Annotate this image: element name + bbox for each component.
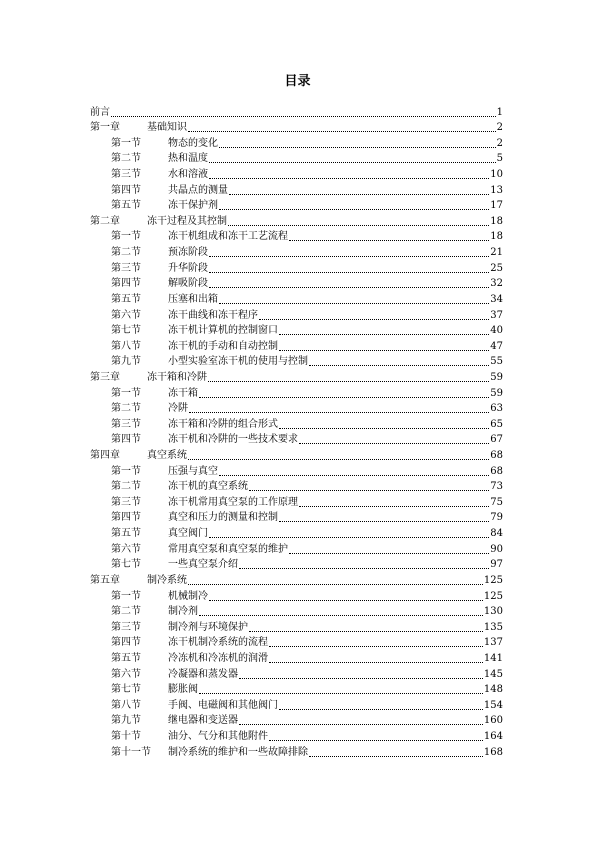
- toc-entry-page: 2: [496, 137, 503, 149]
- toc-entry-title: 一些真空泵介绍: [168, 559, 238, 571]
- toc-entry-page: 68: [490, 450, 503, 462]
- dot-leader: [239, 724, 483, 725]
- toc-entry-title: 常用真空泵和真空泵的维护: [168, 543, 288, 555]
- toc-entry-page: 59: [490, 387, 503, 399]
- toc-entry-title: 冷冻机和冷冻机的润滑: [168, 652, 268, 664]
- toc-entry-page: 130: [483, 606, 503, 618]
- toc-entry-title: 水和溶液: [168, 169, 208, 181]
- dot-leader: [199, 397, 489, 398]
- toc-entry-page: 59: [490, 371, 503, 383]
- toc-section-entry[interactable]: [90, 306, 503, 322]
- toc-entry-number: 第三节: [111, 169, 141, 181]
- toc-entry-title: 压塞和出箱: [168, 293, 218, 305]
- toc-entry-title: 油分、气分和其他附件: [168, 730, 268, 742]
- toc-entry-page: 137: [483, 637, 503, 649]
- toc-section-entry[interactable]: [90, 727, 503, 743]
- toc-entry-page: 47: [490, 340, 503, 352]
- toc-entry-title: 基础知识: [147, 122, 187, 134]
- toc-entry-page: 68: [490, 465, 503, 477]
- toc-entry-page: 18: [490, 215, 503, 227]
- dot-leader: [219, 209, 489, 210]
- toc-entry-title: 真空和压力的测量和控制: [168, 512, 278, 524]
- toc-entry-number: 第四节: [111, 434, 141, 446]
- dot-leader: [289, 553, 489, 554]
- dot-leader: [189, 412, 489, 413]
- dot-leader: [249, 490, 489, 491]
- toc-entry-title: 冻干机的手动和自动控制: [168, 340, 278, 352]
- toc-entry-title: 解吸阶段: [168, 278, 208, 290]
- dot-leader: [299, 443, 489, 444]
- toc-entry-title: 冷阱: [168, 403, 188, 415]
- toc-entry-page: 10: [490, 169, 503, 181]
- toc-section-entry[interactable]: [90, 712, 503, 728]
- dot-leader: [279, 521, 489, 522]
- dot-leader: [188, 584, 483, 585]
- toc-section-entry[interactable]: [90, 259, 503, 275]
- toc-entry-number: 第一节: [111, 137, 141, 149]
- toc-section-entry[interactable]: [90, 400, 503, 416]
- toc-section-entry[interactable]: [90, 353, 503, 369]
- toc-entry-number: 第四节: [111, 278, 141, 290]
- dot-leader: [269, 646, 483, 647]
- toc-entry-number: 第四节: [111, 637, 141, 649]
- toc-entry-number: 第六节: [111, 309, 141, 321]
- toc-entry-number: 第八节: [111, 340, 141, 352]
- toc-entry-number: 第七节: [111, 559, 141, 571]
- toc-chapter-entry[interactable]: [90, 446, 503, 462]
- toc-entry-page: 2: [496, 122, 503, 134]
- toc-entry-number: 第五节: [111, 200, 141, 212]
- toc-entry-page: 145: [483, 668, 503, 680]
- toc-section-entry[interactable]: [90, 681, 503, 697]
- toc-entry-number: 第六节: [111, 543, 141, 555]
- toc-entry-number: 第五章: [90, 574, 120, 586]
- table-of-contents: [90, 103, 503, 759]
- toc-section-entry[interactable]: [90, 165, 503, 181]
- toc-entry-page: 40: [490, 325, 503, 337]
- toc-entry-page: 13: [490, 184, 503, 196]
- toc-entry-number: 第五节: [111, 528, 141, 540]
- toc-entry-number: 第二章: [90, 215, 120, 227]
- toc-entry-number: 第一节: [111, 590, 141, 602]
- toc-section-entry[interactable]: [90, 290, 503, 306]
- dot-leader: [279, 428, 489, 429]
- toc-section-entry[interactable]: [90, 337, 503, 353]
- toc-entry-page: 164: [483, 730, 503, 742]
- toc-entry-title: 真空阀门: [168, 528, 208, 540]
- dot-leader: [208, 381, 489, 382]
- toc-entry-page: 67: [490, 434, 503, 446]
- toc-entry-number: 第一节: [111, 465, 141, 477]
- toc-entry-page: 90: [490, 543, 503, 555]
- toc-section-entry[interactable]: [90, 228, 503, 244]
- toc-entry-number: 第三节: [111, 262, 141, 274]
- toc-entry-page: 1: [496, 106, 503, 118]
- toc-entry-title: 共晶点的测量: [168, 184, 228, 196]
- toc-entry-number: 第十一节: [111, 746, 151, 758]
- dot-leader: [299, 506, 489, 507]
- dot-leader: [199, 615, 483, 616]
- dot-leader: [111, 116, 496, 117]
- toc-entry-number: 第七节: [111, 325, 141, 337]
- toc-entry-page: 63: [490, 403, 503, 415]
- toc-section-entry[interactable]: [90, 743, 503, 759]
- toc-chapter-entry[interactable]: [90, 212, 503, 228]
- toc-entry-page: 75: [490, 496, 503, 508]
- dot-leader: [188, 459, 489, 460]
- toc-entry-number: 第三章: [90, 371, 120, 383]
- toc-section-entry[interactable]: [90, 587, 503, 603]
- toc-section-entry[interactable]: [90, 524, 503, 540]
- toc-section-entry[interactable]: [90, 415, 503, 431]
- dot-leader: [309, 756, 483, 757]
- toc-entry-title: 冻干保护剂: [168, 200, 218, 212]
- toc-section-entry[interactable]: [90, 696, 503, 712]
- toc-section-entry[interactable]: [90, 478, 503, 494]
- dot-leader: [209, 178, 489, 179]
- dot-leader: [209, 537, 489, 538]
- toc-entry-number: 第三节: [111, 621, 141, 633]
- toc-entry-number: 第二节: [111, 247, 141, 259]
- toc-section-entry[interactable]: [90, 603, 503, 619]
- toc-entry-title: 冻干机常用真空泵的工作原理: [168, 496, 298, 508]
- dot-leader: [239, 568, 489, 569]
- toc-entry-title: 升华阶段: [168, 262, 208, 274]
- dot-leader: [229, 194, 489, 195]
- toc-title: 目录: [284, 74, 311, 89]
- toc-entry-title: 冻干曲线和冻干程序: [168, 309, 258, 321]
- toc-section-entry[interactable]: [90, 493, 503, 509]
- toc-entry-number: 第六节: [111, 668, 141, 680]
- toc-section-entry[interactable]: [90, 462, 503, 478]
- toc-section-entry[interactable]: [90, 634, 503, 650]
- toc-entry-title: 压强与真空: [168, 465, 218, 477]
- toc-section-entry[interactable]: [90, 150, 503, 166]
- toc-entry-page: 135: [483, 621, 503, 633]
- toc-entry-page: 37: [490, 309, 503, 321]
- toc-entry-page: 18: [490, 231, 503, 243]
- toc-section-entry[interactable]: [90, 618, 503, 634]
- toc-entry-title: 制冷系统的维护和一些故障排除: [168, 746, 308, 758]
- toc-entry-title: 冻干机制冷系统的流程: [168, 637, 268, 649]
- toc-entry-page: 125: [483, 590, 503, 602]
- toc-chapter-entry[interactable]: [90, 119, 503, 135]
- toc-entry-title: 膨胀阀: [168, 684, 198, 696]
- dot-leader: [219, 147, 496, 148]
- toc-section-entry[interactable]: [90, 431, 503, 447]
- dot-leader: [239, 678, 483, 679]
- dot-leader: [209, 287, 489, 288]
- toc-entry-page: 97: [490, 559, 503, 571]
- toc-section-entry[interactable]: [90, 243, 503, 259]
- toc-entry-title: 手阀、电磁阀和其他阀门: [168, 699, 278, 711]
- toc-entry-page: 154: [483, 699, 503, 711]
- toc-entry-title: 冻干机和冷阱的一些技术要求: [168, 434, 298, 446]
- toc-entry-page: 55: [490, 356, 503, 368]
- toc-entry-title: 前言: [90, 106, 110, 118]
- dot-leader: [279, 709, 483, 710]
- toc-entry-page: 168: [483, 746, 503, 758]
- dot-leader: [209, 162, 496, 163]
- toc-entry-number: 第五节: [111, 652, 141, 664]
- toc-entry-number: 第十节: [111, 730, 141, 742]
- toc-entry-number: 第二节: [111, 403, 141, 415]
- toc-entry-page: 5: [496, 153, 503, 165]
- toc-entry-page: 21: [490, 247, 503, 259]
- toc-section-entry[interactable]: [90, 181, 503, 197]
- toc-section-entry[interactable]: [90, 384, 503, 400]
- toc-entry-number: 第二节: [111, 153, 141, 165]
- dot-leader: [188, 131, 496, 132]
- toc-section-entry[interactable]: [90, 509, 503, 525]
- toc-section-entry[interactable]: [90, 134, 503, 150]
- toc-preface-entry[interactable]: [90, 103, 503, 119]
- toc-entry-title: 冻干机计算机的控制窗口: [168, 325, 278, 337]
- toc-entry-title: 制冷剂: [168, 606, 198, 618]
- toc-entry-page: 148: [483, 684, 503, 696]
- toc-entry-page: 65: [490, 418, 503, 430]
- toc-entry-title: 冻干过程及其控制: [147, 215, 227, 227]
- toc-entry-number: 第一节: [111, 387, 141, 399]
- toc-section-entry[interactable]: [90, 197, 503, 213]
- toc-entry-title: 冻干机组成和冻干工艺流程: [168, 231, 288, 243]
- toc-entry-number: 第八节: [111, 699, 141, 711]
- dot-leader: [209, 600, 483, 601]
- toc-entry-title: 继电器和变送器: [168, 715, 238, 727]
- dot-leader: [209, 272, 489, 273]
- toc-entry-title: 物态的变化: [168, 137, 218, 149]
- toc-section-entry[interactable]: [90, 322, 503, 338]
- toc-entry-number: 第四章: [90, 450, 120, 462]
- toc-entry-page: 141: [483, 652, 503, 664]
- dot-leader: [228, 225, 489, 226]
- toc-entry-page: 79: [490, 512, 503, 524]
- toc-chapter-entry[interactable]: [90, 368, 503, 384]
- dot-leader: [219, 303, 489, 304]
- toc-section-entry[interactable]: [90, 649, 503, 665]
- toc-entry-title: 热和温度: [168, 153, 208, 165]
- dot-leader: [289, 240, 489, 241]
- toc-entry-number: 第四节: [111, 512, 141, 524]
- toc-entry-number: 第一章: [90, 122, 120, 134]
- dot-leader: [259, 319, 489, 320]
- toc-entry-title: 预冻阶段: [168, 247, 208, 259]
- toc-entry-number: 第一节: [111, 231, 141, 243]
- toc-entry-page: 84: [490, 528, 503, 540]
- toc-entry-number: 第七节: [111, 684, 141, 696]
- toc-entry-number: 第三节: [111, 418, 141, 430]
- toc-entry-title: 冷凝器和蒸发器: [168, 668, 238, 680]
- toc-entry-title: 冻干箱: [168, 387, 198, 399]
- toc-entry-page: 32: [490, 278, 503, 290]
- toc-entry-page: 17: [490, 200, 503, 212]
- dot-leader: [269, 740, 483, 741]
- dot-leader: [279, 350, 489, 351]
- dot-leader: [269, 662, 483, 663]
- toc-entry-page: 125: [483, 574, 503, 586]
- toc-entry-title: 制冷系统: [147, 574, 187, 586]
- dot-leader: [279, 334, 489, 335]
- toc-section-entry[interactable]: [90, 665, 503, 681]
- toc-section-entry[interactable]: [90, 275, 503, 291]
- toc-entry-number: 第四节: [111, 184, 141, 196]
- toc-chapter-entry[interactable]: [90, 571, 503, 587]
- dot-leader: [219, 475, 489, 476]
- toc-section-entry[interactable]: [90, 540, 503, 556]
- toc-entry-number: 第五节: [111, 293, 141, 305]
- toc-entry-page: 34: [490, 293, 503, 305]
- toc-entry-number: 第二节: [111, 481, 141, 493]
- toc-entry-page: 160: [483, 715, 503, 727]
- toc-entry-number: 第九节: [111, 715, 141, 727]
- dot-leader: [249, 631, 483, 632]
- dot-leader: [209, 256, 489, 257]
- toc-entry-title: 冻干箱和冷阱: [147, 371, 207, 383]
- toc-entry-page: 73: [490, 481, 503, 493]
- toc-entry-number: 第九节: [111, 356, 141, 368]
- dot-leader: [199, 693, 483, 694]
- toc-entry-title: 制冷剂与环境保护: [168, 621, 248, 633]
- toc-entry-page: 25: [490, 262, 503, 274]
- toc-entry-title: 冻干箱和冷阱的组合形式: [168, 418, 278, 430]
- dot-leader: [309, 365, 489, 366]
- toc-entry-title: 小型实验室冻干机的使用与控制: [168, 356, 308, 368]
- toc-entry-number: 第三节: [111, 496, 141, 508]
- toc-entry-number: 第二节: [111, 606, 141, 618]
- toc-entry-title: 机械制冷: [168, 590, 208, 602]
- toc-entry-title: 冻干机的真空系统: [168, 481, 248, 493]
- toc-section-entry[interactable]: [90, 556, 503, 572]
- toc-entry-title: 真空系统: [147, 450, 187, 462]
